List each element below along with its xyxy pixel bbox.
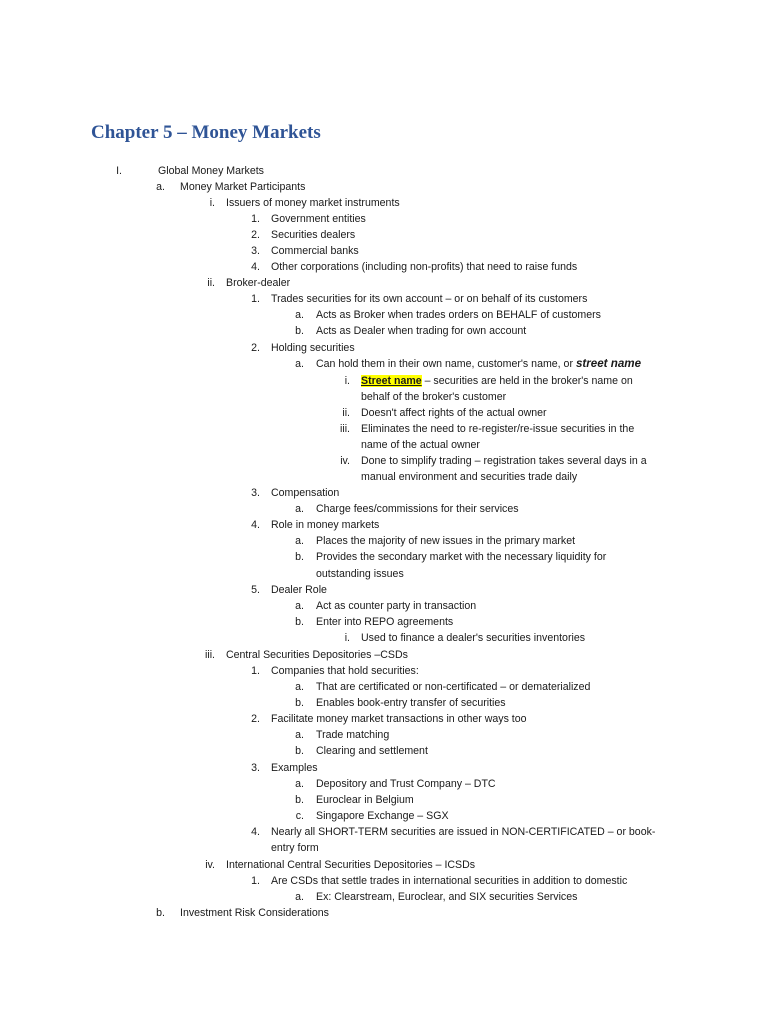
list-item-text: Securities dealers	[271, 229, 356, 241]
list-item-text: Central Securities Depositories –CSDs	[226, 649, 408, 661]
list-item-text-container	[271, 517, 379, 533]
list-item-text-container	[316, 614, 453, 630]
list-item-text-container	[316, 679, 590, 695]
list-marker: iii.	[339, 423, 350, 435]
emphasized-term: street name	[575, 357, 642, 370]
list-marker: 1.	[251, 875, 260, 887]
outline-line	[0, 211, 768, 227]
list-marker: 3.	[251, 762, 260, 774]
list-marker: b.	[156, 907, 165, 919]
list-item-text: Broker-dealer	[226, 277, 291, 289]
list-marker: a.	[295, 535, 304, 547]
outline-line	[0, 743, 768, 759]
outline-line	[0, 824, 768, 840]
list-item-text: – securities are held in the broker's name on	[421, 375, 633, 387]
list-item-text: Charge fees/commissions for their services	[316, 503, 519, 515]
list-marker: b.	[295, 325, 304, 337]
list-item-text-container	[361, 437, 480, 453]
list-item-text: Facilitate money market transactions in other ways too	[271, 713, 527, 725]
list-item-text-container	[316, 808, 449, 824]
list-item-text-container	[316, 776, 496, 792]
outline-line	[0, 533, 768, 549]
list-item-text-container	[271, 243, 359, 259]
outline-line	[0, 373, 768, 389]
list-item-text: Doesn't affect rights of the actual owner	[361, 407, 547, 419]
list-item-text-container	[271, 291, 587, 307]
list-item-text: Depository and Trust Company – DTC	[316, 778, 496, 790]
list-marker: b.	[295, 794, 304, 806]
list-item-text-container	[226, 275, 290, 291]
list-item-text: Enter into REPO agreements	[316, 616, 454, 628]
list-marker: 2.	[251, 713, 260, 725]
list-marker: 1.	[251, 213, 260, 225]
list-item-text-container	[271, 259, 577, 275]
list-item-text-container	[271, 485, 339, 501]
list-item-text: Singapore Exchange – SGX	[316, 810, 449, 822]
list-item-text: name of the actual owner	[361, 439, 480, 451]
list-item-text: outstanding issues	[316, 568, 404, 580]
list-item-text: Acts as Dealer when trading for own account	[316, 325, 527, 337]
list-item-text-container	[226, 195, 400, 211]
list-item-text-container	[316, 356, 641, 372]
outline-line	[0, 421, 768, 437]
list-item-text: Acts as Broker when trades orders on BEHALF of customers	[316, 309, 601, 321]
list-item-text: Euroclear in Belgium	[316, 794, 414, 806]
list-marker: a.	[295, 600, 304, 612]
list-item-text: Can hold them in their own name, customer's name, or	[316, 358, 576, 370]
outline-line	[0, 792, 768, 808]
list-item-text-container	[158, 163, 264, 179]
list-item-text-container	[316, 792, 414, 808]
list-item-text-container	[316, 323, 526, 339]
outline-line	[0, 582, 768, 598]
list-marker: ii.	[207, 277, 215, 289]
list-item-text: Compensation	[271, 487, 340, 499]
outline-line	[0, 179, 768, 195]
list-item-text-container	[316, 727, 389, 743]
outline-line	[0, 340, 768, 356]
list-item-text-container	[361, 469, 577, 485]
outline-line	[0, 808, 768, 824]
outline-line	[0, 711, 768, 727]
list-item-text-container	[226, 857, 475, 873]
list-item-text-container	[316, 501, 519, 517]
list-item-text-container	[361, 405, 547, 421]
list-marker: a.	[295, 681, 304, 693]
list-marker: a.	[295, 778, 304, 790]
outline-line	[0, 356, 768, 372]
list-item-text-container	[361, 421, 634, 437]
list-item-text-container	[180, 179, 305, 195]
list-marker: i.	[344, 375, 350, 387]
list-marker: 3.	[251, 245, 260, 257]
outline-line	[0, 291, 768, 307]
highlighted-term: Street name	[361, 375, 422, 387]
list-item-text: Companies that hold securities:	[271, 665, 419, 677]
outline-line	[0, 405, 768, 421]
list-marker: a.	[295, 891, 304, 903]
list-item-text-container	[361, 630, 585, 646]
list-item-text-container	[316, 533, 575, 549]
list-item-text: Eliminates the need to re-register/re-issue securities in the	[361, 423, 635, 435]
list-item-text: Clearing and settlement	[316, 745, 428, 757]
list-item-text-container	[316, 307, 601, 323]
outline-line	[0, 598, 768, 614]
list-item-text: Commercial banks	[271, 245, 359, 257]
outline-line	[0, 776, 768, 792]
outline-line	[0, 905, 768, 921]
outline-line	[0, 163, 768, 179]
list-marker: b.	[295, 697, 304, 709]
outline-line	[0, 630, 768, 646]
list-item-text: Dealer Role	[271, 584, 327, 596]
list-item-text: Examples	[271, 762, 318, 774]
outline-line	[0, 389, 768, 405]
list-item-text: Used to finance a dealer's securities inventories	[361, 632, 586, 644]
outline-line	[0, 760, 768, 776]
list-marker: a.	[295, 503, 304, 515]
list-marker: a.	[295, 729, 304, 741]
list-marker: b.	[295, 551, 304, 563]
list-marker: 4.	[251, 826, 260, 838]
outline-line	[0, 840, 768, 856]
list-item-text: Ex: Clearstream, Euroclear, and SIX securities Services	[316, 891, 578, 903]
list-item-text: Places the majority of new issues in the primary market	[316, 535, 576, 547]
outline-line	[0, 501, 768, 517]
list-marker: 1.	[251, 293, 260, 305]
list-marker: 1.	[251, 665, 260, 677]
list-marker: a.	[156, 181, 165, 193]
outline-line	[0, 873, 768, 889]
list-item-text-container	[316, 695, 506, 711]
outline-line	[0, 517, 768, 533]
list-marker: c.	[295, 810, 304, 822]
outline-line	[0, 857, 768, 873]
list-item-text: Enables book-entry transfer of securities	[316, 697, 506, 709]
list-marker: 4.	[251, 261, 260, 273]
list-marker: 2.	[251, 342, 260, 354]
list-item-text: International Central Securities Depositories – ICSDs	[226, 859, 476, 871]
list-item-text-container	[271, 760, 318, 776]
list-item-text: Nearly all SHORT-TERM securities are issued in NON-CERTIFICATED – or book-	[271, 826, 656, 838]
outline-line	[0, 647, 768, 663]
list-marker: 5.	[251, 584, 260, 596]
list-marker: 3.	[251, 487, 260, 499]
list-item-text-container	[361, 453, 647, 469]
list-item-text-container	[271, 340, 355, 356]
list-marker: ii.	[342, 407, 350, 419]
list-item-text-container	[316, 889, 577, 905]
outline-line	[0, 614, 768, 630]
outline-line	[0, 275, 768, 291]
list-marker: a.	[295, 358, 304, 370]
list-marker: i.	[209, 197, 215, 209]
list-item-text: That are certificated or non-certificated – or dematerialized	[316, 681, 591, 693]
chapter-title: Chapter 5 – Money Markets	[91, 122, 321, 143]
outline-line	[0, 663, 768, 679]
list-item-text: Trade matching	[316, 729, 390, 741]
outline-line	[0, 485, 768, 501]
outline-line	[0, 469, 768, 485]
list-item-text-container	[316, 549, 606, 565]
outline-line	[0, 307, 768, 323]
list-item-text-container	[316, 598, 476, 614]
list-item-text-container	[361, 373, 633, 389]
outline-line	[0, 549, 768, 565]
list-item-text: Other corporations (including non-profits) that need to raise funds	[271, 261, 578, 273]
list-item-text-container	[316, 566, 404, 582]
list-item-text: entry form	[271, 842, 319, 854]
list-item-text-container	[271, 582, 327, 598]
list-marker: 2.	[251, 229, 260, 241]
list-item-text-container	[271, 824, 655, 840]
list-item-text: Trades securities for its own account – or on behalf of its customers	[271, 293, 588, 305]
outline-line	[0, 437, 768, 453]
list-marker: iv.	[340, 455, 350, 467]
list-marker: iii.	[204, 649, 215, 661]
outline-line	[0, 227, 768, 243]
outline-line	[0, 695, 768, 711]
outline-line	[0, 727, 768, 743]
outline-line	[0, 679, 768, 695]
list-item-text: Provides the secondary market with the necessary liquidity for	[316, 551, 607, 563]
list-item-text-container	[361, 389, 506, 405]
list-item-text: Holding securities	[271, 342, 355, 354]
list-item-text: behalf of the broker's customer	[361, 391, 507, 403]
list-item-text: Are CSDs that settle trades in international securities in addition to domestic	[271, 875, 628, 887]
list-item-text: Issuers of money market instruments	[226, 197, 400, 209]
list-item-text-container	[271, 211, 366, 227]
list-item-text: manual environment and securities trade daily	[361, 471, 578, 483]
outline-line	[0, 566, 768, 582]
list-marker: iv.	[205, 859, 215, 871]
list-marker: 4.	[251, 519, 260, 531]
list-item-text-container	[316, 743, 428, 759]
list-marker: a.	[295, 309, 304, 321]
list-item-text-container	[271, 227, 355, 243]
list-marker: b.	[295, 616, 304, 628]
list-item-text-container	[226, 647, 408, 663]
list-item-text: Investment Risk Considerations	[180, 907, 329, 919]
list-item-text: Role in money markets	[271, 519, 380, 531]
list-marker: b.	[295, 745, 304, 757]
outline-line	[0, 453, 768, 469]
list-item-text-container	[271, 840, 319, 856]
list-item-text-container	[271, 663, 419, 679]
list-item-text: Done to simplify trading – registration takes several days in a	[361, 455, 647, 467]
outline-line	[0, 323, 768, 339]
outline-line	[0, 195, 768, 211]
outline-line	[0, 243, 768, 259]
list-item-text: Money Market Participants	[180, 181, 306, 193]
list-item-text-container	[180, 905, 329, 921]
list-item-text-container	[271, 873, 627, 889]
outline-line	[0, 259, 768, 275]
list-marker: i.	[344, 632, 350, 644]
list-item-text: Act as counter party in transaction	[316, 600, 477, 612]
list-item-text: Global Money Markets	[158, 165, 264, 177]
list-marker: I.	[116, 165, 122, 177]
outline-line	[0, 889, 768, 905]
list-item-text-container	[271, 711, 527, 727]
list-item-text: Government entities	[271, 213, 366, 225]
